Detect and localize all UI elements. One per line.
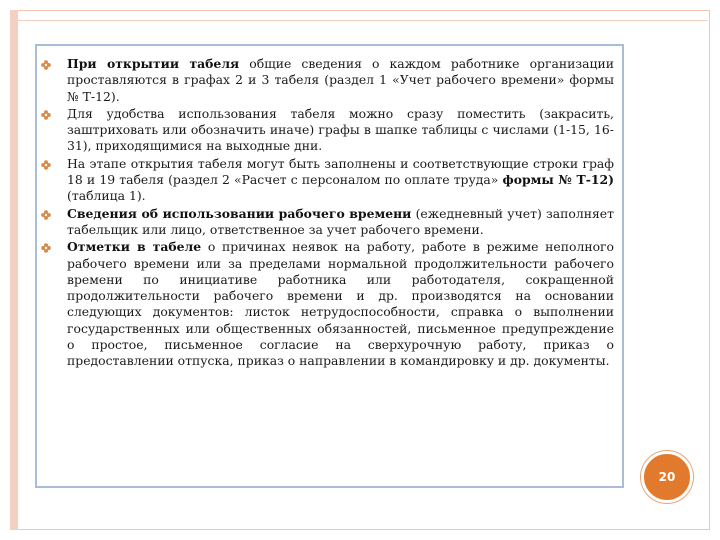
item-text: На этапе открытия табеля могут быть заполнены и соответствующие строки граф 18 и 19 табеля (раздел 2 «Расчет с персоналом по оплате труда» (67, 155, 614, 188)
page-number-badge: 20 (641, 451, 693, 503)
bullet-list (49, 56, 614, 370)
flower-bullet-icon (41, 160, 51, 170)
list-item (49, 106, 614, 155)
top-decor-rule (12, 20, 708, 21)
item-tail: (таблица 1). (67, 188, 146, 204)
content-box (35, 44, 624, 488)
item-text: о причинах неявок на работу, работе в режиме неполного рабочего времени или за пределами нормальной продолжительности рабочего времени по инициативе работника или работодателя, сокращенной продолжительности рабочего времени и др. производятся на основании следующих документов: листок нетрудоспособности, справка о выполнении государственных или общественных обязанностей, письменное предупреждение о простое, письменное согласие на сверхурочную работу, приказ о предоставлении отпуска, приказ о направлении в командировку и др. документы. (67, 239, 614, 369)
item-text: Для удобства использования табеля можно сразу поместить (закрасить, заштриховать или обозначить иначе) графы в шапке таблицы с числами (1-15, 16-31), приходящимися на выходные дни. (67, 105, 614, 154)
flower-bullet-icon (41, 110, 51, 120)
flower-bullet-icon (41, 60, 51, 70)
list-item (49, 56, 614, 105)
flower-bullet-icon (41, 243, 51, 253)
item-mid-bold: формы № Т-12) (502, 172, 614, 188)
item-lead-bold: При открытии табеля (67, 56, 240, 71)
list-item (49, 239, 614, 369)
content-area (49, 56, 614, 371)
item-text: (ежедневный учет) заполняет табельщик или лицо, ответственное за учет рабочего времени. (67, 205, 614, 237)
item-lead-bold: Сведения об использовании рабочего времени (67, 205, 412, 221)
flower-bullet-icon (41, 210, 51, 220)
left-decor-strip (10, 10, 18, 530)
item-lead-bold: Отметки в табеле (67, 239, 202, 255)
list-item (49, 206, 614, 239)
item-text: общие сведения о каждом работнике организации проставляются в графах 2 и 3 табеля (раздел 1 «Учет рабочего времени» формы № Т-12). (67, 56, 614, 104)
list-item (49, 156, 614, 205)
